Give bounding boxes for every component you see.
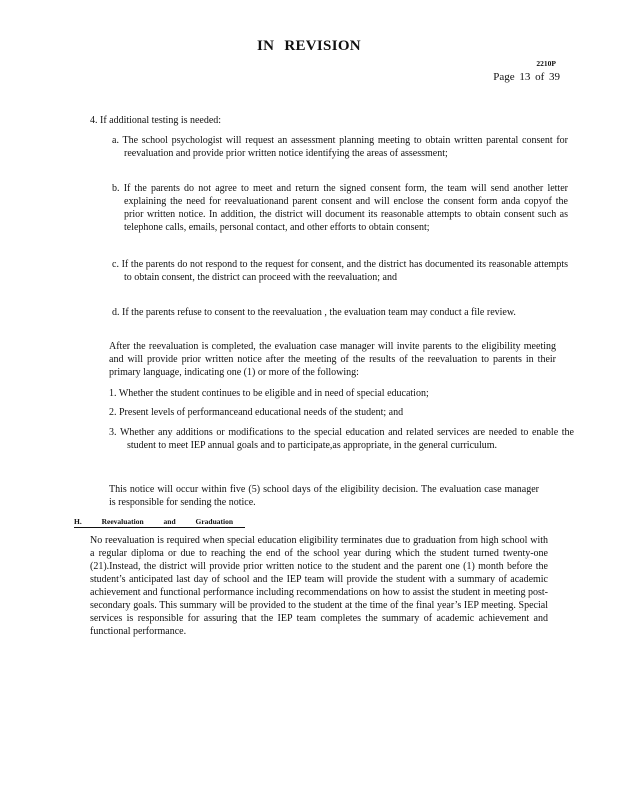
list-item-3: 3. Whether any additions or modifications to the special education and related services are needed to enable the student to meet IEP annual goals and to participate,as appropriate, in the general curriculum.: [109, 427, 574, 451]
notice-paragraph: This notice will occur within five (5) school days of the eligibility decision. The evaluation case manager is responsible for sending the notice.: [109, 484, 539, 508]
item-4b: b. If the parents do not agree to meet and return the signed consent form, the team will send another letter explaining the need for reevaluationand parent consent and will enclose the consent form anda copyof the prior written notice. In addition, the district will document its reasonable attempts to obtain consent such as telephone calls, emails, personal contact, and other efforts to obtain consent;: [112, 183, 568, 233]
page-title: IN REVISION: [257, 38, 361, 54]
page-number: Page 13 of 39: [493, 71, 560, 83]
policy-code: 2210P: [536, 59, 556, 68]
final-paragraph: No reevaluation is required when special education eligibility terminates due to graduation from high school with a regular diploma or due to reaching the end of the school year during which the student turned twenty-one (21).Instead, the district will provide prior written notice to the student and the parent one (1) month before the student’s anticipated last day of school and the IEP team will provide the student with a summary of academic achievement and functional performance including recommendations on how to assist the student in meeting post-secondary goals. This summary will be provided to the student at the time of the final year’s IEP meeting. Special services is responsible for assuring that the IEP team completes the summary of academic achievement and functional performance.: [90, 535, 548, 637]
list-item-2: 2. Present levels of performanceand educational needs of the student; and: [109, 407, 404, 418]
after-paragraph: After the reevaluation is completed, the evaluation case manager will invite parents to the eligibility meeting and will provide prior written notice after the meeting of the results of the reevaluation to parents in their primary language, indicating one (1) or more of the following:: [109, 341, 556, 378]
item-4a: a. The school psychologist will request an assessment planning meeting to obtain written parental consent for reevaluation and provide prior written notice identifying the areas of assessment;: [112, 135, 568, 159]
item-4d: d. If the parents refuse to consent to the reevaluation , the evaluation team may conduct a file review.: [112, 307, 516, 318]
list-item-1: 1. Whether the student continues to be eligible and in need of special education;: [109, 388, 429, 399]
item-4c: c. If the parents do not respond to the request for consent, and the district has documented its reasonable attempts to obtain consent, the district can proceed with the reevaluation; and: [112, 259, 568, 283]
item-4: 4. If additional testing is needed:: [90, 115, 222, 126]
section-h-heading: H. Reevaluation and Graduation: [74, 517, 245, 528]
